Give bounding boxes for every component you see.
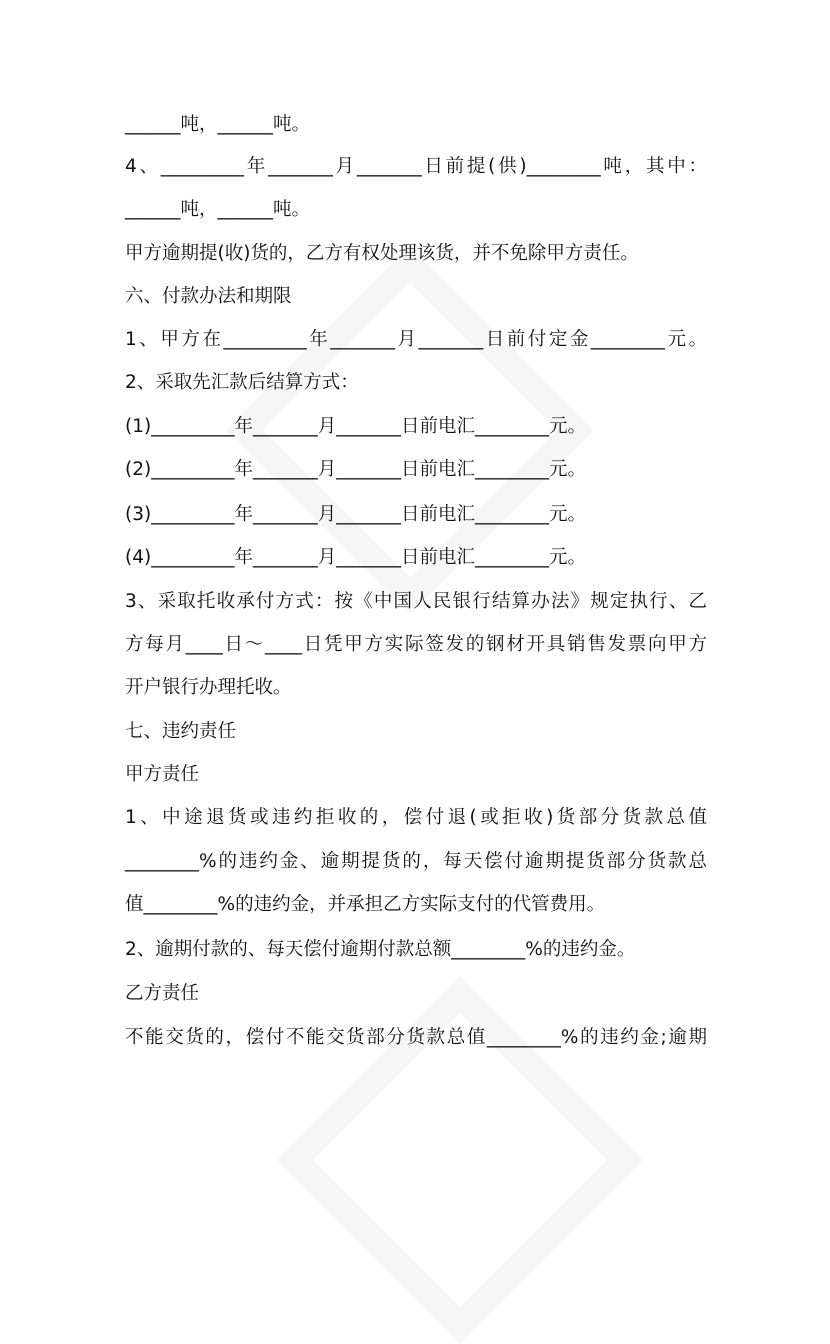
text-line: (4)_________年_______月_______日前电汇________元。	[125, 547, 586, 568]
text-line: ______吨，______吨。	[125, 199, 311, 220]
subheading: 乙方责任	[125, 983, 200, 1004]
text-line: 3、采取托收承付方式：按《中国人民银行结算办法》规定执行、乙	[125, 591, 707, 612]
text-line: 开户银行办理托收。	[125, 677, 292, 698]
text-line: ______吨，______吨。	[125, 114, 311, 135]
text-line: (1)_________年_______月_______日前电汇________元。	[125, 416, 586, 437]
text-line: 不能交货的，偿付不能交货部分货款总值________%的违约金;逾期	[125, 1027, 707, 1048]
text-line: ________%的违约金、逾期提货的，每天偿付逾期提货部分货款总	[125, 851, 707, 872]
text-line: 值________%的违约金，并承担乙方实际支付的代管费用。	[125, 894, 606, 915]
text-line: 1、甲方在_________年_______月_______日前付定金________元。	[125, 329, 707, 350]
text-line: 1、中途退货或违约拒收的，偿付退(或拒收)货部分货款总值	[125, 807, 707, 828]
text-line: (2)_________年_______月_______日前电汇________元。	[125, 459, 586, 480]
text-line: 2、逾期付款的、每天偿付逾期付款总额________%的违约金。	[125, 939, 636, 960]
subheading: 甲方责任	[125, 764, 200, 785]
section-heading: 六、付款办法和期限	[125, 286, 292, 307]
text-line: (3)_________年_______月_______日前电汇________元。	[125, 504, 586, 525]
text-line: 2、采取先汇款后结算方式：	[125, 372, 359, 393]
text-line: 甲方逾期提(收)货的，乙方有权处理该货，并不免除甲方责任。	[125, 243, 639, 264]
text-line: 4、_________年_______月_______日前提(供)________吨，其中：	[125, 156, 707, 177]
text-line: 方每月____日～____日凭甲方实际签发的钢材开具销售发票向甲方	[125, 634, 707, 655]
section-heading: 七、违约责任	[125, 721, 237, 742]
